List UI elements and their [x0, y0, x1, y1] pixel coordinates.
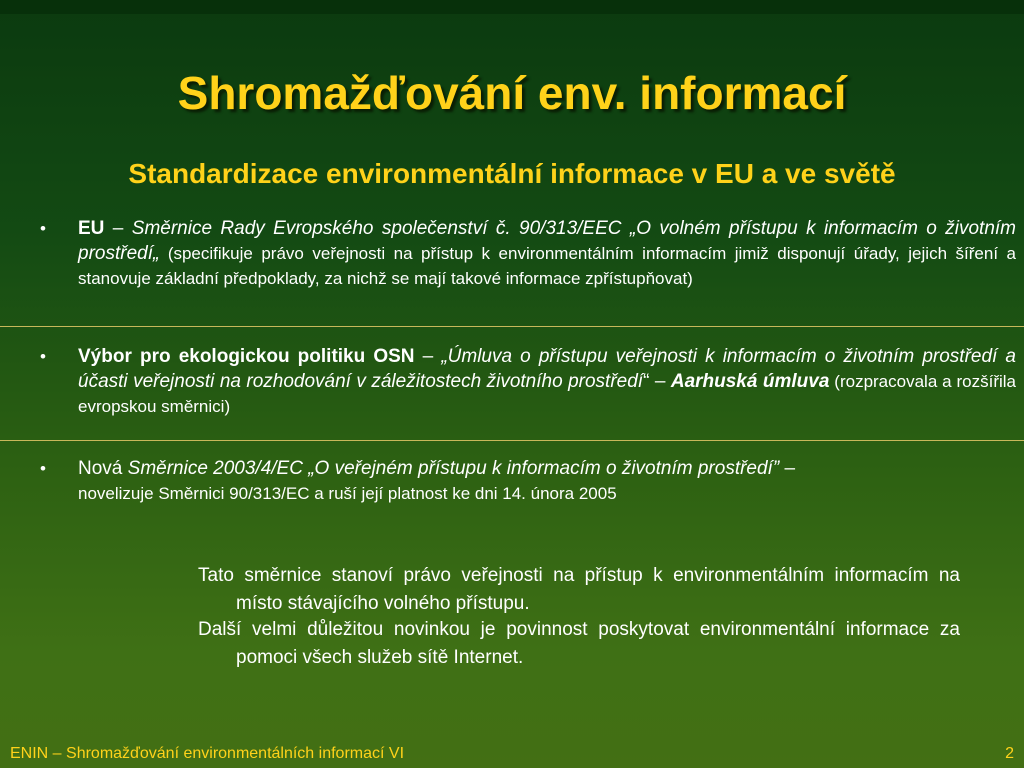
bullet-lead: Výbor pro ekologickou politiku OSN: [78, 346, 415, 367]
bullet-directive-name: Směrnice 2003/4/EC „O veřejném přístupu k informacím o životním prostředí”: [127, 458, 780, 479]
bullet-lead: EU: [78, 218, 105, 239]
bullet-aarhus: Aarhuská úmluva: [670, 371, 830, 392]
separator-line: [0, 326, 1024, 327]
bullet-description: (specifikuje právo veřejnosti na přístup k environmentálním informacím jimiž disponují úřady, jejich šíření a stanovuje základní předpoklady, za nichž se mají takové informace zpřístupňovat): [78, 244, 1016, 288]
bullet-dot: •: [40, 347, 46, 366]
slide-subtitle: Standardizace environmentální informace v EU a ve světě: [128, 158, 896, 189]
bullet-eu: [40, 216, 1017, 291]
note-paragraph: Tato směrnice stanoví právo veřejnosti na přístup k environmentálním informacím na místo stávajícího volného přístupu.: [198, 565, 960, 614]
bullet-new-directive: [40, 456, 1016, 506]
page-number: 2: [1005, 745, 1014, 762]
bullet-dash: –: [779, 458, 796, 479]
separator-line: [0, 440, 1024, 441]
bullet-mid: “ –: [643, 371, 671, 392]
top-bar: [0, 0, 1024, 14]
bullet-lead: Nová: [78, 458, 128, 479]
bullet-dash: –: [414, 346, 442, 367]
slide-title: Shromažďování env. informací: [177, 67, 847, 119]
bullet-directive-name: Směrnice Rady Evropského společenství č. 90/313/EEC „O volném přístupu k informacím o životním prostředí„: [78, 218, 1017, 264]
bullet-dot: •: [40, 459, 46, 478]
bullet-description: novelizuje Směrnici 90/313/EC a ruší její platnost ke dni 14. února 2005: [78, 484, 617, 503]
bullet-dot: •: [40, 219, 46, 238]
bullet-osn: [40, 344, 1016, 419]
note-paragraph: Další velmi důležitou novinkou je povinnost poskytovat environmentální informace za pomoci všech služeb sítě Internet.: [198, 619, 960, 668]
footer-text: ENIN – Shromažďování environmentálních informací VI: [10, 745, 405, 762]
bullet-dash: –: [104, 218, 132, 239]
bullet-convention-name: „Úmluva o přístupu veřejnosti k informacím o životním prostředí a účasti veřejnosti na rozhodování v záležitostech životního prostředí: [78, 346, 1016, 392]
bullet-description: (rozpracovala a rozšířila evropskou směrnici): [78, 372, 1016, 416]
